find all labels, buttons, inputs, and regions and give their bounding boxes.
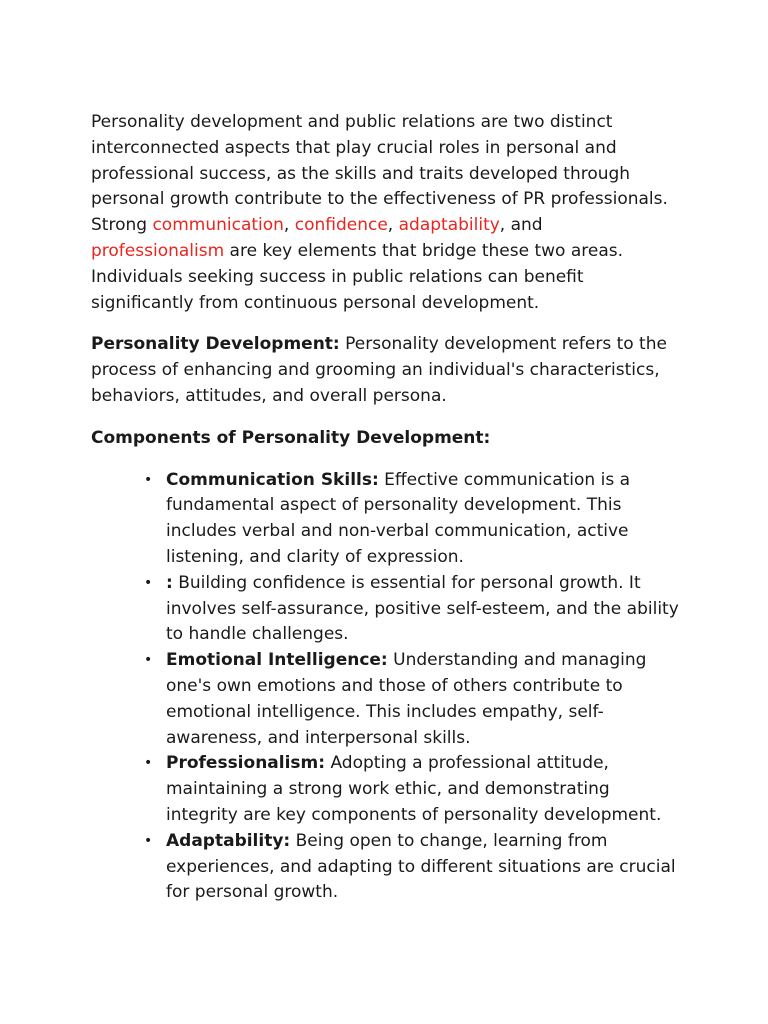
component-text: Being open to change, learning from experiences, and adapting to different situations are crucial for personal growth.	[166, 830, 676, 903]
list-item-confidence	[144, 571, 681, 648]
bullet-icon: •	[144, 652, 153, 669]
component-label: :	[166, 572, 173, 593]
list-item-adaptability	[144, 829, 681, 906]
highlight-communication: communication	[152, 215, 284, 236]
intro-text-1: Personality development and public relations are two distinct interconnected aspects that play crucial roles in personal and professional success, as the skills and traits developed through personal growth contribute to the effectiveness of PR professionals. Strong	[91, 112, 668, 236]
component-text: Building confidence is essential for personal growth. It involves self-assurance, positive self-esteem, and the ability to handle challenges.	[166, 572, 679, 645]
document-page	[91, 110, 681, 906]
bullet-icon: •	[144, 471, 153, 488]
component-label: Adaptability:	[166, 830, 291, 851]
bullet-icon: •	[144, 755, 153, 772]
highlight-confidence: confidence	[294, 215, 388, 236]
personality-development-text: Personality development refers to the process of enhancing and grooming an individual's characteristics, behaviors, attitudes, and overall persona.	[91, 334, 667, 406]
component-text: Understanding and managing one's own emotions and those of others contribute to emotional intelligence. This includes empathy, self-awareness, and interpersonal skills.	[166, 650, 647, 748]
component-label: Emotional Intelligence:	[166, 650, 388, 671]
intro-paragraph	[91, 110, 681, 316]
bullet-icon: •	[144, 574, 153, 591]
intro-separator-3: , and	[499, 215, 543, 236]
list-item-emotional-intelligence	[144, 648, 681, 751]
components-heading: Components of Personality Development:	[91, 427, 491, 448]
component-text: Adopting a professional attitude, maintaining a strong work ethic, and demonstrating integrity are key components of personality development.	[166, 753, 662, 825]
intro-separator-2: ,	[387, 215, 399, 236]
highlight-professionalism: professionalism	[91, 240, 225, 261]
intro-separator-1: ,	[283, 215, 295, 236]
bullet-icon: •	[144, 832, 153, 849]
intro-text-2: are key elements that bridge these two areas. Individuals seeking success in public relations can benefit significantly from continuous personal development.	[91, 240, 624, 313]
component-label: Communication Skills:	[166, 469, 379, 490]
personality-development-paragraph	[91, 332, 681, 409]
components-list	[91, 468, 681, 907]
component-text: Effective communication is a fundamental aspect of personality development. This includes verbal and non-verbal communication, active listening, and clarity of expression.	[166, 469, 631, 567]
list-item-communication-skills	[144, 468, 681, 571]
component-label: Professionalism:	[166, 753, 326, 774]
list-item-professionalism	[144, 751, 681, 828]
highlight-adaptability: adaptability	[398, 215, 500, 236]
personality-development-label: Personality Development:	[91, 334, 340, 355]
